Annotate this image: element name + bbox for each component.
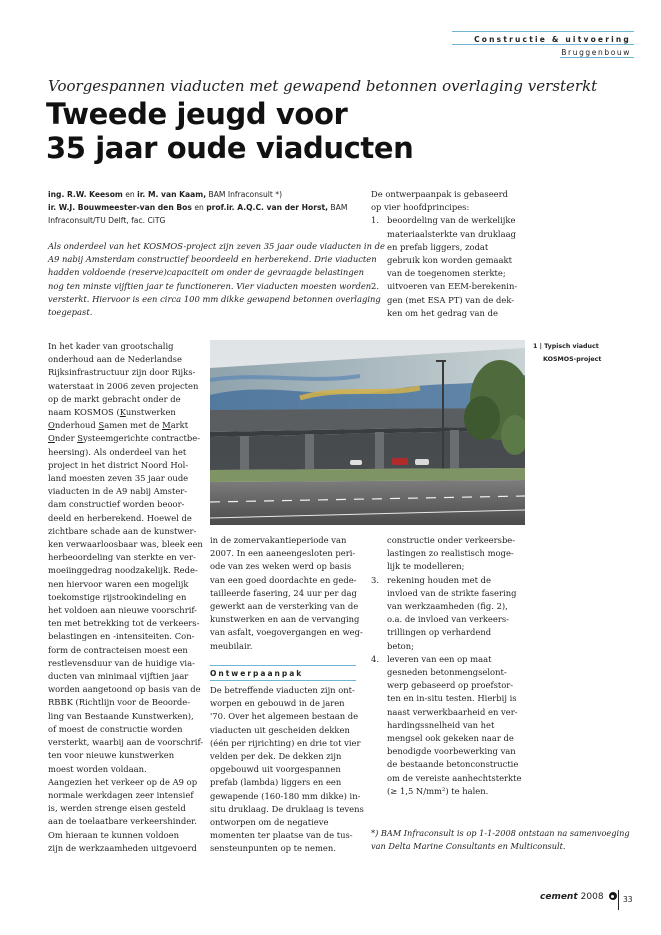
text-line: form de contracteisen moest een (48, 644, 188, 655)
list-item-line: (≥ 1,5 N/mm²) te halen. (387, 785, 489, 796)
intro-line: Als onderdeel van het KOSMOS-project zijn zeven 35 jaar oude viaducten in de (48, 241, 385, 251)
article-kicker: Voorgespannen viaducten met gewapend betonnen overlaging versterkt (48, 77, 598, 95)
author-connector: en (191, 203, 207, 212)
text-line: kunstwerken en aan de vervanging (210, 614, 360, 625)
text-line: op vier hoofdprincipes: (371, 202, 470, 213)
text-line: moeiinggedrag noodzakelijk. Rede- (48, 565, 198, 576)
text-line: velden per dek. De dekken zijn (210, 751, 342, 762)
body-column-2-bottom (210, 684, 364, 856)
author-name: ing. R.W. Keesom (48, 190, 123, 199)
text-line: situ druklaag. De druklaag is tevens (210, 803, 364, 814)
list-item-line: lijk te modelleren; (387, 561, 465, 572)
text-line: (één per rijrichting) en drie tot vier (210, 737, 361, 748)
figure-caption (533, 340, 643, 366)
text-line: in de zomervakantieperiode van (210, 535, 347, 545)
text-line: herbeoordeling van sterkte en ver- (48, 552, 196, 563)
list-item-line: constructie onder verkeersbe- (387, 535, 516, 545)
list-number: 1. (371, 215, 379, 226)
intro-line: nog ten minste vijftien jaar te functioneren. Vier viaducten moesten worden (48, 280, 372, 291)
author-affiliation: Infraconsult/TU Delft, fac. CiTG (48, 216, 166, 225)
text-line: van een goed doordachte en gede- (210, 574, 357, 585)
text-line: De ontwerpaanpak is gebaseerd (371, 189, 508, 199)
section-label: Constructie & uitvoering (474, 35, 631, 44)
subhead-block (210, 665, 356, 681)
author-name: prof.ir. A.Q.C. van der Horst, (206, 203, 328, 212)
text-line: project in het district Noord Hol- (48, 459, 189, 470)
text-line: Onderhoud Samen met de Markt (48, 420, 189, 431)
text-line: De betreffende viaducten zijn ont- (210, 685, 355, 695)
list-item-line: 3. rekening houden met de (371, 574, 531, 587)
text-line: ken verwaarloosbaar was, bleek een (48, 539, 203, 550)
list-item-line: materiaalsterkte van druklaag (387, 228, 516, 239)
text-line: dam constructief worden beoor- (48, 499, 185, 510)
text-line: ducten van minimaal vijftien jaar (48, 671, 189, 682)
intro-line: versterkt. Hiervoor is een circa 100 mm dikke gewapend betonnen overlaging (48, 293, 381, 304)
list-item-line: gen (met ESA PT) van de dek- (387, 294, 515, 305)
author-line-3 (48, 214, 353, 227)
text-line: toekomstige rijstrookindeling en (48, 591, 187, 602)
text-line: normale werkdagen zeer intensief (48, 789, 194, 800)
header-rule-bottom (560, 57, 634, 58)
text-line: gewerkt aan de versterking van de (210, 601, 359, 612)
article-intro (48, 240, 385, 319)
acronym-letter: S (98, 420, 105, 431)
list-item-line: trillingen op verhardend (387, 627, 492, 638)
footnote-line: van Delta Marine Consultants en Multiconsult. (371, 841, 566, 851)
acronym-letter: S (77, 433, 84, 444)
text-line: aan de toelaatbare verkeershinder. (48, 816, 197, 827)
title-line: Tweede jeugd voor (46, 97, 348, 131)
list-item-line: o.a. de invloed van verkeers- (387, 614, 509, 625)
title-line: 35 jaar oude viaducten (46, 131, 414, 165)
list-item-line: en prefab liggers, zodat (387, 241, 489, 252)
magazine-year: 2008 (580, 892, 604, 902)
text-line: viaducten in de A9 nabij Amster- (48, 486, 188, 497)
list-item-line: mengsel ook gekeken naar de (387, 733, 514, 744)
magazine-brand: cement (540, 892, 578, 902)
list-item-line: 4. leveren van een op maat (371, 653, 531, 666)
list-item-line: 1. beoordeling van de werkelijke (371, 214, 526, 227)
text-line: naam KOSMOS (Kunstwerken (48, 407, 176, 418)
intro-line: hadden voldoende (reserve)capaciteit om onder de gevraagde belastingen (48, 267, 365, 278)
list-item-line: de bestaande betonconstructie (387, 759, 519, 770)
text-line: Onder Systeemgerichte contractbe- (48, 433, 201, 444)
list-item-line: beton; (387, 640, 414, 651)
text-line: ode van zes weken werd op basis (210, 561, 352, 572)
author-name: ir. W.J. Bouwmeester-van den Bos (48, 203, 192, 212)
author-name: ir. M. van Kaam, (137, 190, 207, 199)
list-item-line: van werkzaamheden (fig. 2), (387, 601, 508, 612)
text-line: deeld en herberekend. Hoewel de (48, 512, 192, 523)
author-affiliation: BAM (328, 203, 348, 212)
article-title (46, 97, 466, 165)
acronym-letter: M (162, 420, 171, 431)
text-line: worden aangetoond op basis van de (48, 684, 201, 695)
text-line: het voldoen aan nieuwe voorschrif- (48, 605, 198, 616)
list-item-line: hardingssnelheid van het (387, 719, 495, 730)
text-line: heersing). Als onderdeel van het (48, 446, 187, 457)
author-line-2 (48, 201, 353, 214)
list-number: 4. (371, 653, 379, 664)
caption-line: 1 | Typisch viaduct (533, 343, 599, 350)
list-item-line: lastingen zo realistisch moge- (387, 548, 514, 559)
text-line: prefab (lambda) liggers en een (210, 777, 342, 788)
text-line: moest worden voldaan. (48, 763, 147, 774)
footnote-line: *) BAM Infraconsult is op 1-1-2008 ontstaan na samenvoeging (371, 828, 630, 838)
text-line: ontworpen om de negatieve (210, 817, 329, 828)
text-line: restlevensduur van de huidige via- (48, 657, 195, 668)
viaduct-photo (210, 340, 525, 525)
body-column-2-top (210, 534, 363, 653)
list-item-line: ten en in-situ testen. Hierbij is (387, 693, 517, 704)
text-line: land moesten zeven 35 jaar oude (48, 473, 189, 484)
text-line: zijn de werkzaamheden uitgevoerd (48, 842, 197, 853)
body-column-1 (48, 340, 204, 855)
text-line: Aangezien het verkeer op de A9 op (48, 776, 198, 787)
text-line: onderhoud aan de Nederlandse (48, 354, 182, 365)
list-item-line: om de vereiste aanhechtsterkte (387, 772, 522, 783)
page-footer (540, 892, 633, 908)
intro-line: A9 nabij Amsterdam constructief beoordeeld en herberekend. Drie viaducten (48, 254, 377, 265)
magazine-logo-icon (609, 892, 617, 900)
text-line: waterstaat in 2006 zeven projecten (48, 380, 199, 391)
list-number: 2. (371, 281, 379, 292)
list-item-line: gesneden betonmengselont- (387, 667, 507, 678)
text-line: belastingen en -intensiteiten. Con- (48, 631, 195, 642)
text-line: momenten ter plaatse van de tus- (210, 830, 353, 841)
author-block (48, 188, 353, 227)
text-line: meubilair. (210, 640, 253, 651)
text-line: In het kader van grootschalig (48, 341, 174, 351)
author-connector: en (122, 190, 138, 199)
text-line: ten met betrekking tot de verkeers- (48, 618, 200, 629)
text-line: tailleerde fasering, 24 uur per dag (210, 587, 357, 598)
text-line: RBBK (Richtlijn voor de Beoorde- (48, 697, 191, 708)
text-line: van asfalt, voegovergangen en weg- (210, 627, 363, 638)
author-affiliation: BAM Infraconsult *) (206, 190, 283, 199)
text-line: gewapende (160-180 mm dikke) in- (210, 790, 361, 801)
list-item-line: naast verwerkbaarheid en ver- (387, 706, 518, 717)
list-item-line: werp gebaseerd op proefstor- (387, 680, 514, 691)
acronym-letter: K (119, 407, 126, 418)
subhead-ontwerpaanpak: Ontwerpaanpak (210, 669, 304, 678)
text-line: of moest de constructie worden (48, 723, 183, 734)
acronym-letter: O (48, 433, 55, 444)
text-line: '70. Over het algemeen bestaan de (210, 711, 359, 722)
text-line: Rijksinfrastructuur zijn door Rijks- (48, 367, 196, 378)
text-line: zichtbare schade aan de kunstwer- (48, 525, 197, 536)
author-line-1 (48, 188, 353, 201)
footnote (371, 827, 641, 853)
text-line: sensteunpunten op te nemen. (210, 843, 336, 854)
list-item-line: ken om het gedrag van de (387, 307, 498, 318)
body-column-3-top (371, 188, 526, 320)
page-number: 33 (623, 895, 633, 904)
list-item-line: van de toegenomen sterkte; (387, 268, 506, 279)
text-line: is, werden strenge eisen gesteld (48, 803, 186, 814)
text-line: opgebouwd uit voorgespannen (210, 764, 341, 775)
text-line: ling van Bestaande Kunstwerken), (48, 710, 194, 721)
body-column-3-bottom (371, 534, 531, 798)
list-number: 3. (371, 574, 379, 585)
caption-line: KOSMOS-project (543, 356, 602, 363)
acronym-letter: O (48, 420, 55, 431)
text-line: nen hiervoor waren een mogelijk (48, 578, 189, 589)
list-item-line: benodigde voorbewerking van (387, 746, 516, 757)
text-line: worpen en gebouwd in de jaren (210, 698, 345, 709)
viaduct-photo-illustration (210, 340, 525, 525)
list-item-line: 2. uitvoeren van EEM-berekenin- (371, 280, 526, 293)
text-line: versterkt, waarbij aan de voorschrif- (48, 737, 204, 748)
list-item-line: gebruik kon worden gemaakt (387, 255, 512, 266)
text-line: 2007. In een aaneengesloten peri- (210, 548, 356, 559)
text-line: ten voor nieuwe kunstwerken (48, 750, 175, 761)
text-line: viaducten uit gescheiden dekken (210, 724, 350, 735)
header-rule-middle (452, 44, 634, 45)
text-line: Om hieraan te kunnen voldoen (48, 829, 180, 840)
footer-divider (618, 890, 619, 910)
subhead-rule (210, 680, 356, 681)
text-line: op de markt gebracht onder de (48, 393, 181, 404)
subsection-label: Bruggenbouw (561, 48, 631, 57)
intro-line: toegepast. (48, 307, 93, 318)
list-item-line: invloed van de strikte fasering (387, 587, 517, 598)
header-rule-top (452, 31, 634, 32)
